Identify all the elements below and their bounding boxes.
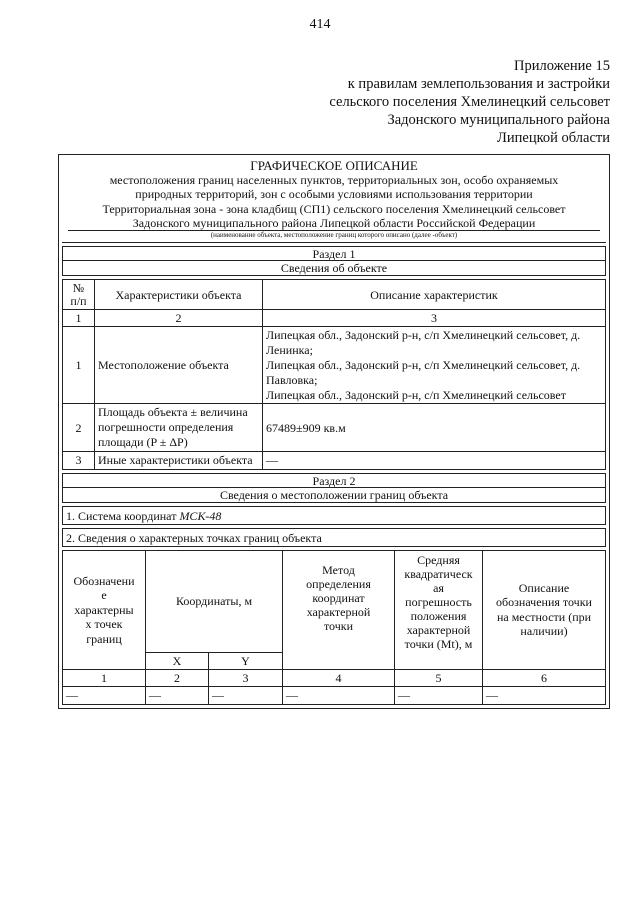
table-cell: — bbox=[283, 687, 395, 704]
row-number: 2 bbox=[63, 404, 95, 452]
table-row bbox=[63, 452, 606, 469]
table-cell: — bbox=[395, 687, 483, 704]
coordinate-system-row bbox=[62, 506, 606, 525]
table-header-row bbox=[63, 550, 606, 652]
table-header-row bbox=[63, 280, 606, 310]
description-line: Задонского муниципального района Липецкой области Российской Федерации bbox=[68, 216, 600, 231]
row-value: — bbox=[263, 452, 606, 469]
points-section-title: 2. Сведения о характерных точках границ объекта bbox=[62, 528, 606, 547]
row-characteristic: Площадь объекта ± величина погрешности определения площади (P ± ΔP) bbox=[95, 404, 263, 452]
row-number: 3 bbox=[63, 452, 95, 469]
table-row bbox=[63, 327, 606, 404]
section1-subtitle: Сведения об объекте bbox=[62, 261, 606, 276]
column-number: 4 bbox=[283, 670, 395, 687]
document-frame bbox=[58, 154, 610, 709]
table-cell: — bbox=[63, 687, 146, 704]
header-coordinates: Координаты, м bbox=[146, 550, 283, 652]
header-x: X bbox=[146, 652, 209, 669]
section1-title: Раздел 1 bbox=[62, 246, 606, 261]
appendix-line: к правилам землепользования и застройки bbox=[347, 76, 610, 92]
header-y: Y bbox=[209, 652, 283, 669]
appendix-line: сельского поселения Хмелинецкий сельсовет bbox=[329, 94, 610, 110]
column-number: 3 bbox=[209, 670, 283, 687]
appendix-line: Липецкой области bbox=[497, 130, 610, 146]
row-value: 67489±909 кв.м bbox=[263, 404, 606, 452]
row-characteristic: Местоположение объекта bbox=[95, 327, 263, 404]
row-number: 1 bbox=[63, 327, 95, 404]
appendix-heading bbox=[329, 57, 610, 147]
table-cell: — bbox=[146, 687, 209, 704]
description-title: ГРАФИЧЕСКОЕ ОПИСАНИЕ bbox=[250, 158, 418, 173]
coordinate-system-value: МСК-48 bbox=[179, 508, 222, 523]
column-number: 1 bbox=[63, 670, 146, 687]
header-method: Метод определения координат характерной точки bbox=[283, 550, 395, 669]
table-row bbox=[63, 404, 606, 452]
column-number: 2 bbox=[95, 310, 263, 327]
table-cell: — bbox=[209, 687, 283, 704]
header-point-designation: Обозначени е характерны х точек границ bbox=[63, 550, 146, 669]
column-number-row bbox=[63, 310, 606, 327]
description-note: (наименование объекта, местоположение границ которого описано (далее -объект) bbox=[210, 231, 458, 240]
header-error: Средняя квадратическ ая погрешность положения характерной точки (Mt), м bbox=[395, 550, 483, 669]
column-number: 6 bbox=[483, 670, 606, 687]
description-line: природных территорий, зон с особыми условиями использования территории bbox=[135, 187, 533, 202]
column-number-row bbox=[63, 670, 606, 687]
section2-title: Раздел 2 bbox=[62, 473, 606, 488]
column-number: 1 bbox=[63, 310, 95, 327]
appendix-line: Приложение 15 bbox=[514, 58, 610, 74]
row-characteristic: Иные характеристики объекта bbox=[95, 452, 263, 469]
description-line: местоположения границ населенных пунктов, территориальных зон, особо охраняемых bbox=[109, 173, 559, 187]
section2-subtitle: Сведения о местоположении границ объекта bbox=[62, 488, 606, 503]
column-number: 5 bbox=[395, 670, 483, 687]
description-line: Территориальная зона - зона кладбищ (СП1) сельского поселения Хмелинецкий сельсовет bbox=[102, 201, 566, 216]
graphic-description-block bbox=[62, 158, 606, 243]
coordinate-system-label: 1. Система координат bbox=[66, 508, 180, 523]
table-row bbox=[63, 687, 606, 704]
table-cell: — bbox=[483, 687, 606, 704]
header-number: № п/п bbox=[63, 280, 95, 310]
page-number: 414 bbox=[309, 17, 331, 32]
header-point-description: Описание обозначения точки на местности (при наличии) bbox=[483, 550, 606, 669]
appendix-line: Задонского муниципального района bbox=[387, 112, 610, 128]
column-number: 3 bbox=[263, 310, 606, 327]
boundary-points-table bbox=[62, 550, 606, 705]
header-description: Описание характеристик bbox=[263, 280, 606, 310]
object-info-table bbox=[62, 279, 606, 470]
header-characteristics: Характеристики объекта bbox=[95, 280, 263, 310]
row-value: Липецкая обл., Задонский р-н, с/п Хмелинецкий сельсовет, д. Ленинка; Липецкая обл., Задонский р-н, с/п Хмелинецкий сельсовет, д. Павловка; Липецкая обл., Задонский р-н, с/п Хмелинецкий сельсовет bbox=[263, 327, 606, 404]
column-number: 2 bbox=[146, 670, 209, 687]
